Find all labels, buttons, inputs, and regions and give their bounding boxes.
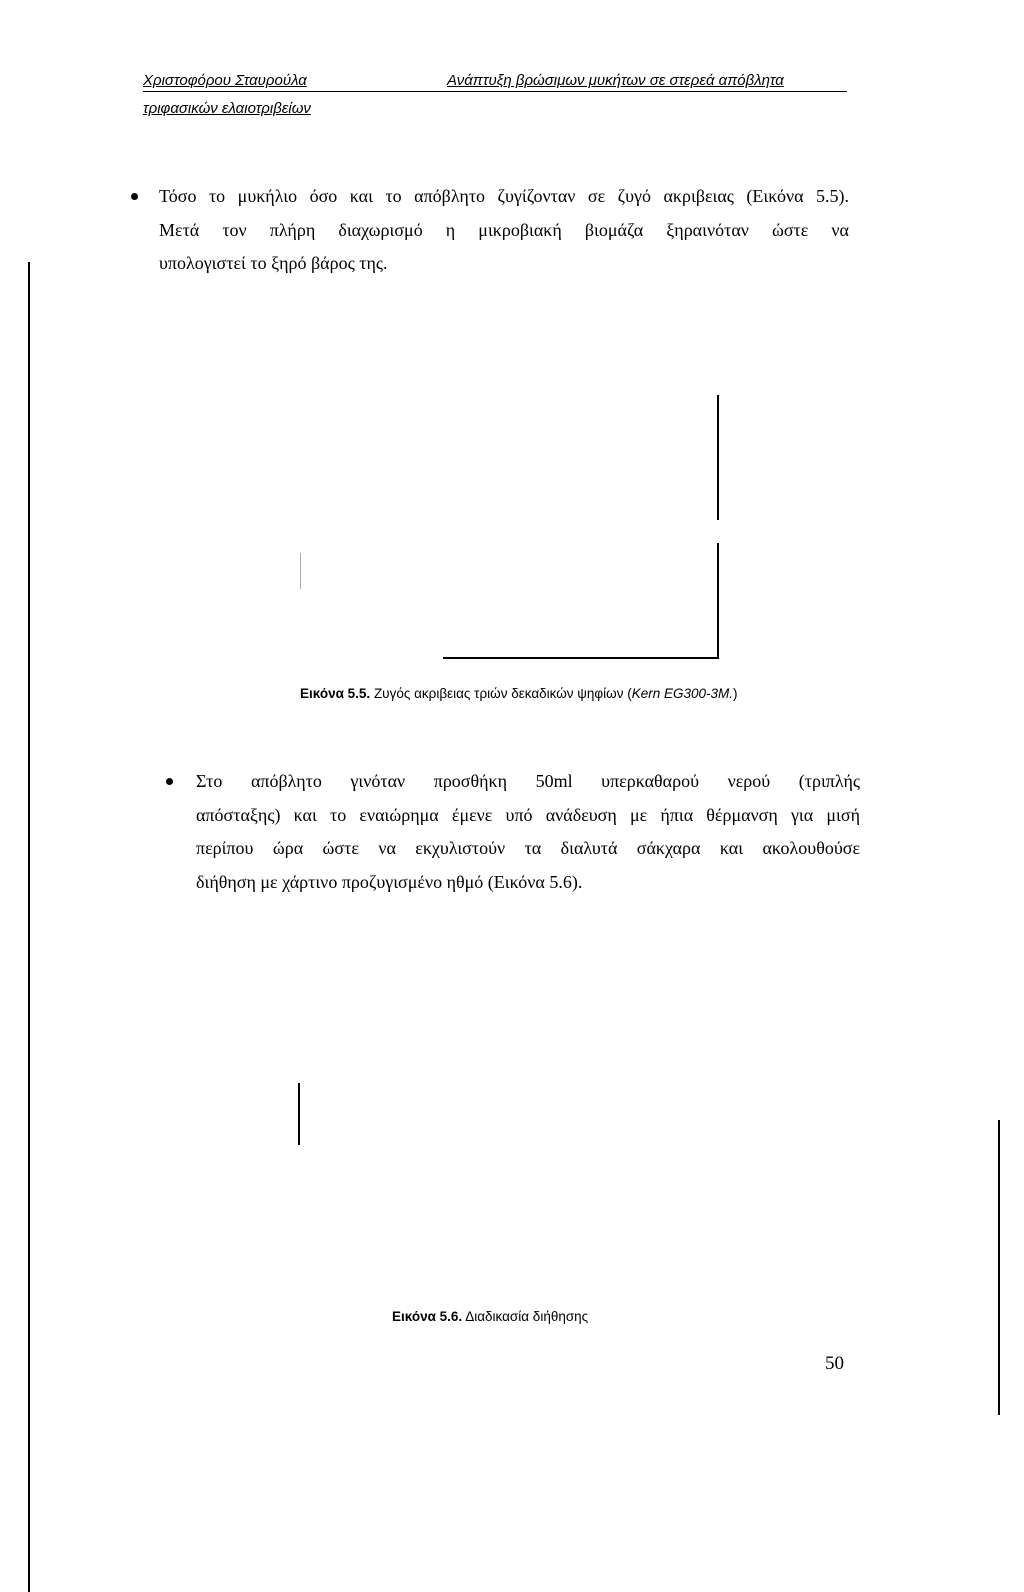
header-title: Ανάπτυξη βρώσιμων μυκήτων σε στερεά απόβλητα [447,72,784,89]
bullet-marker [131,193,138,200]
page-number: 50 [825,1353,844,1374]
paragraph-2-line: περίπου ώρα ώστε να εκχυλιστούν τα διαλυτά σάκχαρα και ακολουθούσε [196,838,860,858]
header-author-line2: τριφασικών ελαιοτριβείων [143,100,311,117]
caption-label: Εικόνα 5.5. [300,686,371,701]
figure-frame-line [298,1083,300,1145]
paragraph-2-line: απόσταξης) και το εναιώρημα έμενε υπό ανάδευση με ήπια θέρμανση για μισή [196,804,860,825]
caption-label: Εικόνα 5.6. [392,1309,463,1324]
figure-speck [300,553,301,589]
bullet-marker [166,778,173,785]
paragraph-1-line: Μετά τον πλήρη διαχωρισμό η μικροβιακή βιομάζα ξηραινόταν ώστε να [159,219,849,240]
figure-5-5-caption [300,686,738,701]
paragraph-2 [196,765,860,899]
header-author: Χριστοφόρου Σταυρούλα [143,72,307,89]
caption-text: Διαδικασία διήθησης [465,1309,589,1324]
figure-frame-line [443,657,719,659]
figure-frame-line [717,543,719,659]
figure-frame-line [717,395,719,520]
caption-model: Kern EG300-3M. [631,686,733,701]
figure-5-6-caption [392,1309,588,1324]
header-rule [143,91,847,92]
paragraph-2-line: διήθηση με χάρτινο προζυγισμένο ηθμό (Εικόνα 5.6). [196,871,583,892]
paragraph-1-line: Τόσο το μυκήλιο όσο και το απόβλητο ζυγίζονταν σε ζυγό ακριβειας (Εικόνα 5.5). [159,186,849,206]
scan-edge-line [28,262,30,1592]
caption-close: ) [733,686,738,701]
paragraph-2-line: Στο απόβλητο γινόταν προσθήκη 50ml υπερκαθαρού νερού (τριπλής [196,771,860,791]
paragraph-1-line: υπολογιστεί το ξηρό βάρος της. [159,253,388,273]
caption-text: Ζυγός ακριβειας τριών δεκαδικών ψηφίων ( [373,686,632,701]
scan-edge-line [998,1120,1000,1415]
paragraph-1 [159,180,849,281]
